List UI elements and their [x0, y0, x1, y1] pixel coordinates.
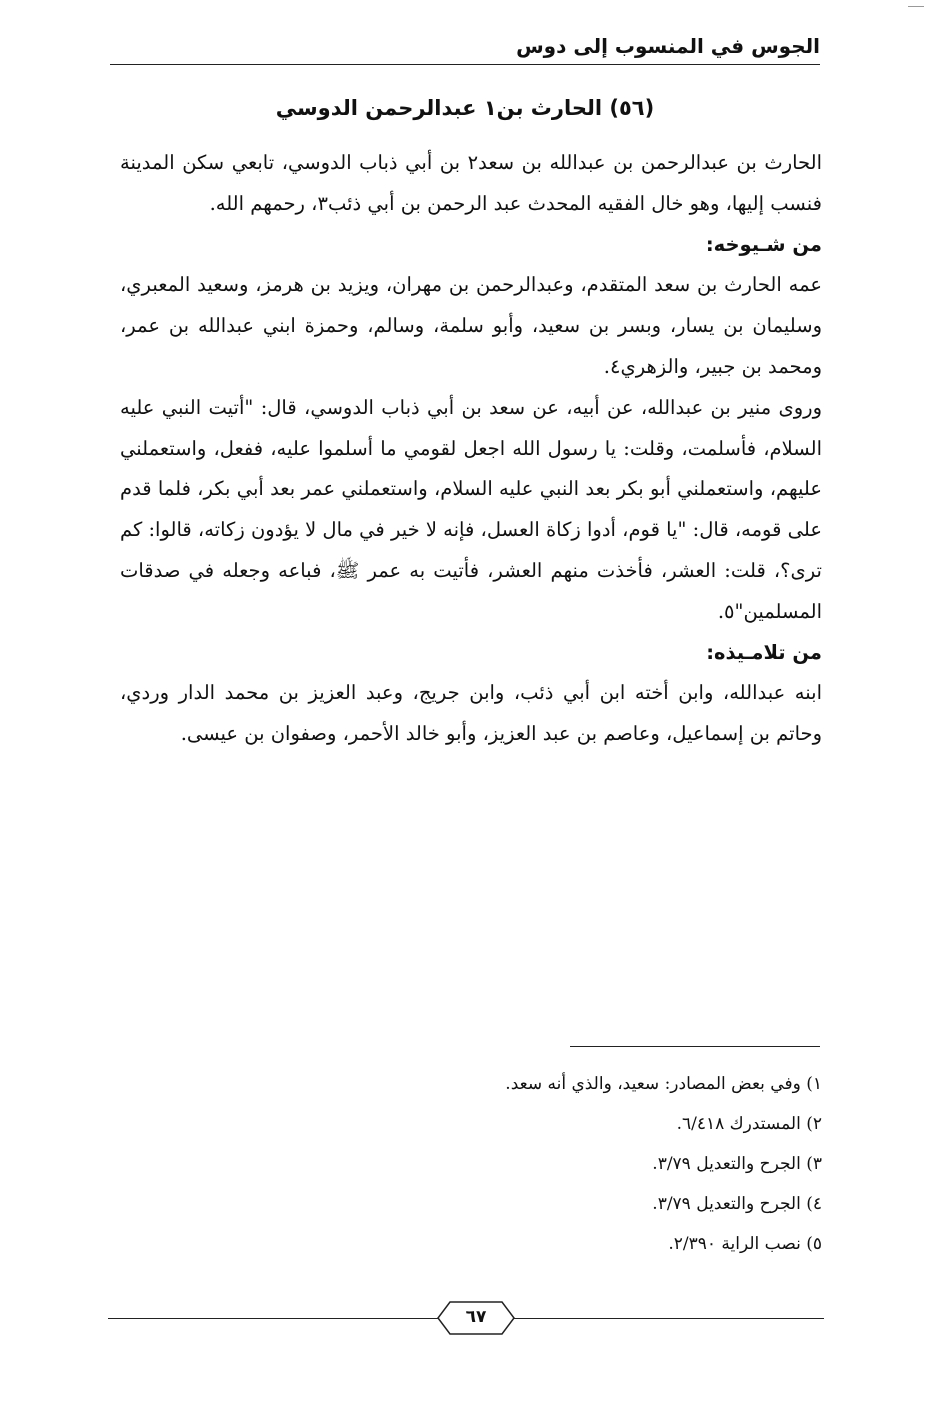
page-number-frame [436, 1300, 516, 1336]
footnote-3: ٣) الجرح والتعديل ٣/٧٩. [652, 1154, 822, 1174]
scan-mark [908, 6, 924, 7]
footnote-separator [570, 1046, 820, 1047]
footnotes [300, 1064, 822, 1264]
entry-title: (٥٦) الحارث بن١ عبدالرحمن الدوسي [275, 96, 655, 120]
footer-rule-left [108, 1318, 438, 1319]
footnote-1: ١) وفي بعض المصادر: سعيد، والذي أنه سعد. [505, 1074, 822, 1094]
teachers-heading: من شـيوخه: [705, 232, 822, 256]
students-paragraph: ابنه عبدالله، وابن أخته ابن أبي ذئب، وابن جريج، وعبد العزيز بن محمد الدار وردي، وحاتم بن إسماعيل، وعاصم بن عبد العزيز، وأبو خالد الأحمر، وصفوان بن عيسى. [120, 681, 822, 746]
students-heading: من تلامـيذه: [706, 640, 822, 664]
footnote-2: ٢) المستدرك ٦/٤١٨. [676, 1114, 822, 1134]
teachers-paragraph: عمه الحارث بن سعد المتقدم، وعبدالرحمن بن مهران، ويزيد بن هرمز، وسعيد المعبري، وسليمان بن يسار، وبسر بن سعيد، وأبو سلمة، وسالم، وحمزة ابني عبدالله بن عمر، ومحمد بن جبير، والزهري٤. [120, 273, 822, 378]
footnote-5: ٥) نصب الراية ٢/٣٩٠. [668, 1234, 822, 1254]
narration-paragraph: وروى منير بن عبدالله، عن أبيه، عن سعد بن أبي ذباب الدوسي، قال: "أتيت النبي عليه السلام، فأسلمت، وقلت: يا رسول الله اجعل لقومي ما أسلموا عليه، ففعل، واستعملني عليهم، واستعملني أبو بكر بعد النبي عليه السلام، واستعملني عمر بعد أبي بكر، فلما قدم على قومه، قال: "يا قوم، أدوا زكاة العسل، فإنه لا خير في مال لا يؤدون زكاته، قالوا: كم ترى؟، قلت: العشر، فأخذت منهم العشر، فأتيت به عمر ﷺ، فباعه وجعله في صدقات المسلمين"٥. [120, 395, 822, 623]
entry-body [120, 143, 822, 755]
page-number: ٦٧ [465, 1307, 487, 1327]
intro-paragraph: الحارث بن عبدالرحمن بن عبدالله بن سعد٢ بن أبي ذباب الدوسي، تابعي سكن المدينة فنسب إليها، وهو خال الفقيه المحدث عبد الرحمن بن أبي ذئب٣، رحمهم الله. [120, 151, 823, 215]
header-rule [110, 64, 820, 65]
running-header: الجوس في المنسوب إلى دوس [516, 34, 820, 58]
footer-rule-right [514, 1318, 824, 1319]
footnote-4: ٤) الجرح والتعديل ٣/٧٩. [652, 1194, 822, 1214]
